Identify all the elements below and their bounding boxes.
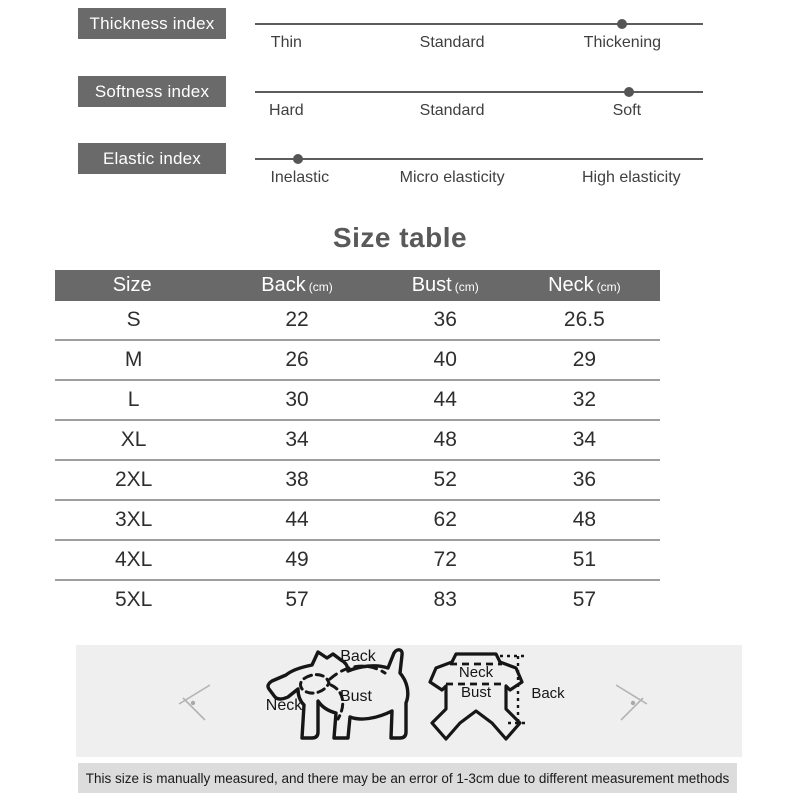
dog-neck-dashed-line — [301, 675, 329, 694]
cell-bust: 48 — [382, 420, 509, 460]
thickness-slider-dot — [617, 19, 627, 29]
softness-index-row — [0, 76, 800, 138]
table-row-3xl — [55, 500, 660, 540]
table-row-4xl — [55, 540, 660, 580]
table-row-m — [55, 340, 660, 380]
column-header-back: Back (cm) — [212, 270, 381, 301]
cell-size: L — [55, 380, 212, 420]
cell-size: XL — [55, 420, 212, 460]
cell-bust: 44 — [382, 380, 509, 420]
garment-neck-label: Neck — [458, 664, 494, 681]
dog-bust-label: Bust — [339, 688, 373, 705]
elastic-slider-dot — [293, 154, 303, 164]
cell-bust: 40 — [382, 340, 509, 380]
cell-back: 34 — [212, 420, 381, 460]
thickness-slider — [255, 8, 703, 68]
thickness-slider-line — [255, 23, 703, 25]
cell-neck: 48 — [509, 500, 660, 540]
table-row-5xl — [55, 580, 660, 619]
table-row-xl — [55, 420, 660, 460]
softness-index-label: Softness index — [94, 81, 210, 101]
garment-measurement-diagram — [428, 649, 578, 751]
cell-size: S — [55, 301, 212, 340]
cell-back: 22 — [212, 301, 381, 340]
cell-size: 5XL — [114, 588, 153, 611]
elastic-index-label-box — [78, 143, 226, 174]
softness-slider-line — [255, 91, 703, 93]
cell-back: 30 — [212, 380, 381, 420]
elastic-option-micro: Micro elasticity — [399, 169, 505, 186]
garment-back-label: Back — [531, 685, 565, 702]
cell-back: 44 — [212, 500, 381, 540]
elastic-slider-labels — [255, 169, 703, 191]
cell-back: 38 — [212, 460, 381, 500]
softness-option-soft: Soft — [612, 102, 642, 119]
cell-neck: 29 — [509, 340, 660, 380]
thickness-index-label: Thickness index — [89, 13, 215, 33]
table-row-s — [55, 301, 660, 340]
softness-option-standard: Standard — [419, 102, 485, 119]
dog-outline — [265, 650, 408, 738]
softness-index-label-box — [78, 76, 226, 107]
softness-option-hard: Hard — [269, 102, 304, 119]
cell-size: 3XL — [55, 500, 212, 540]
cell-neck: 26.5 — [509, 301, 660, 340]
next-arrow-icon[interactable] — [608, 677, 652, 725]
cell-neck: 32 — [509, 380, 660, 420]
elastic-index-label: Elastic index — [102, 148, 202, 168]
thickness-slider-labels — [255, 34, 703, 56]
size-table-header-row — [55, 270, 660, 301]
softness-slider-labels — [255, 102, 703, 124]
elastic-option-high: High elasticity — [581, 169, 681, 186]
table-row-2xl — [55, 460, 660, 500]
cell-bust: 83 — [433, 588, 457, 611]
dog-neck-label: Neck — [265, 697, 303, 714]
cell-back: 57 — [285, 588, 309, 611]
softness-slider-dot — [624, 87, 634, 97]
garment-bust-label: Bust — [460, 684, 492, 701]
cell-neck: 51 — [509, 540, 660, 580]
measurement-note-bar — [78, 763, 737, 793]
elastic-index-row — [0, 143, 800, 205]
softness-slider — [255, 76, 703, 136]
measurement-note-text: This size is manually measured, and there may be an error of 1-3cm due to different measurement methods — [85, 770, 730, 786]
cell-neck: 36 — [509, 460, 660, 500]
cell-bust: 36 — [382, 301, 509, 340]
thickness-index-row — [0, 8, 800, 70]
cell-size: 2XL — [55, 460, 212, 500]
dog-back-label: Back — [340, 648, 376, 665]
thickness-option-thickening: Thickening — [583, 34, 662, 51]
cell-back: 26 — [212, 340, 381, 380]
thickness-option-standard: Standard — [419, 34, 485, 51]
cell-size: M — [55, 340, 212, 380]
table-row-l — [55, 380, 660, 420]
size-table — [55, 270, 660, 619]
measurement-diagram-panel — [76, 645, 742, 757]
cell-bust: 72 — [382, 540, 509, 580]
cell-neck: 57 — [572, 588, 597, 611]
cell-bust: 52 — [382, 460, 509, 500]
prev-arrow-icon[interactable] — [174, 677, 218, 725]
cell-bust: 62 — [382, 500, 509, 540]
elastic-option-inelastic: Inelastic — [270, 169, 330, 186]
cell-neck: 34 — [509, 420, 660, 460]
thickness-index-label-box — [78, 8, 226, 39]
cell-back: 49 — [212, 540, 381, 580]
column-header-size: Size — [55, 270, 212, 301]
size-table-title: Size table — [332, 222, 468, 253]
column-header-bust: Bust (cm) — [382, 270, 509, 301]
column-header-neck: Neck (cm) — [509, 270, 660, 301]
cell-size: 4XL — [55, 540, 212, 580]
elastic-slider — [255, 143, 703, 203]
dog-measurement-diagram — [264, 647, 426, 755]
elastic-slider-line — [255, 158, 703, 160]
thickness-option-thin: Thin — [270, 34, 302, 51]
